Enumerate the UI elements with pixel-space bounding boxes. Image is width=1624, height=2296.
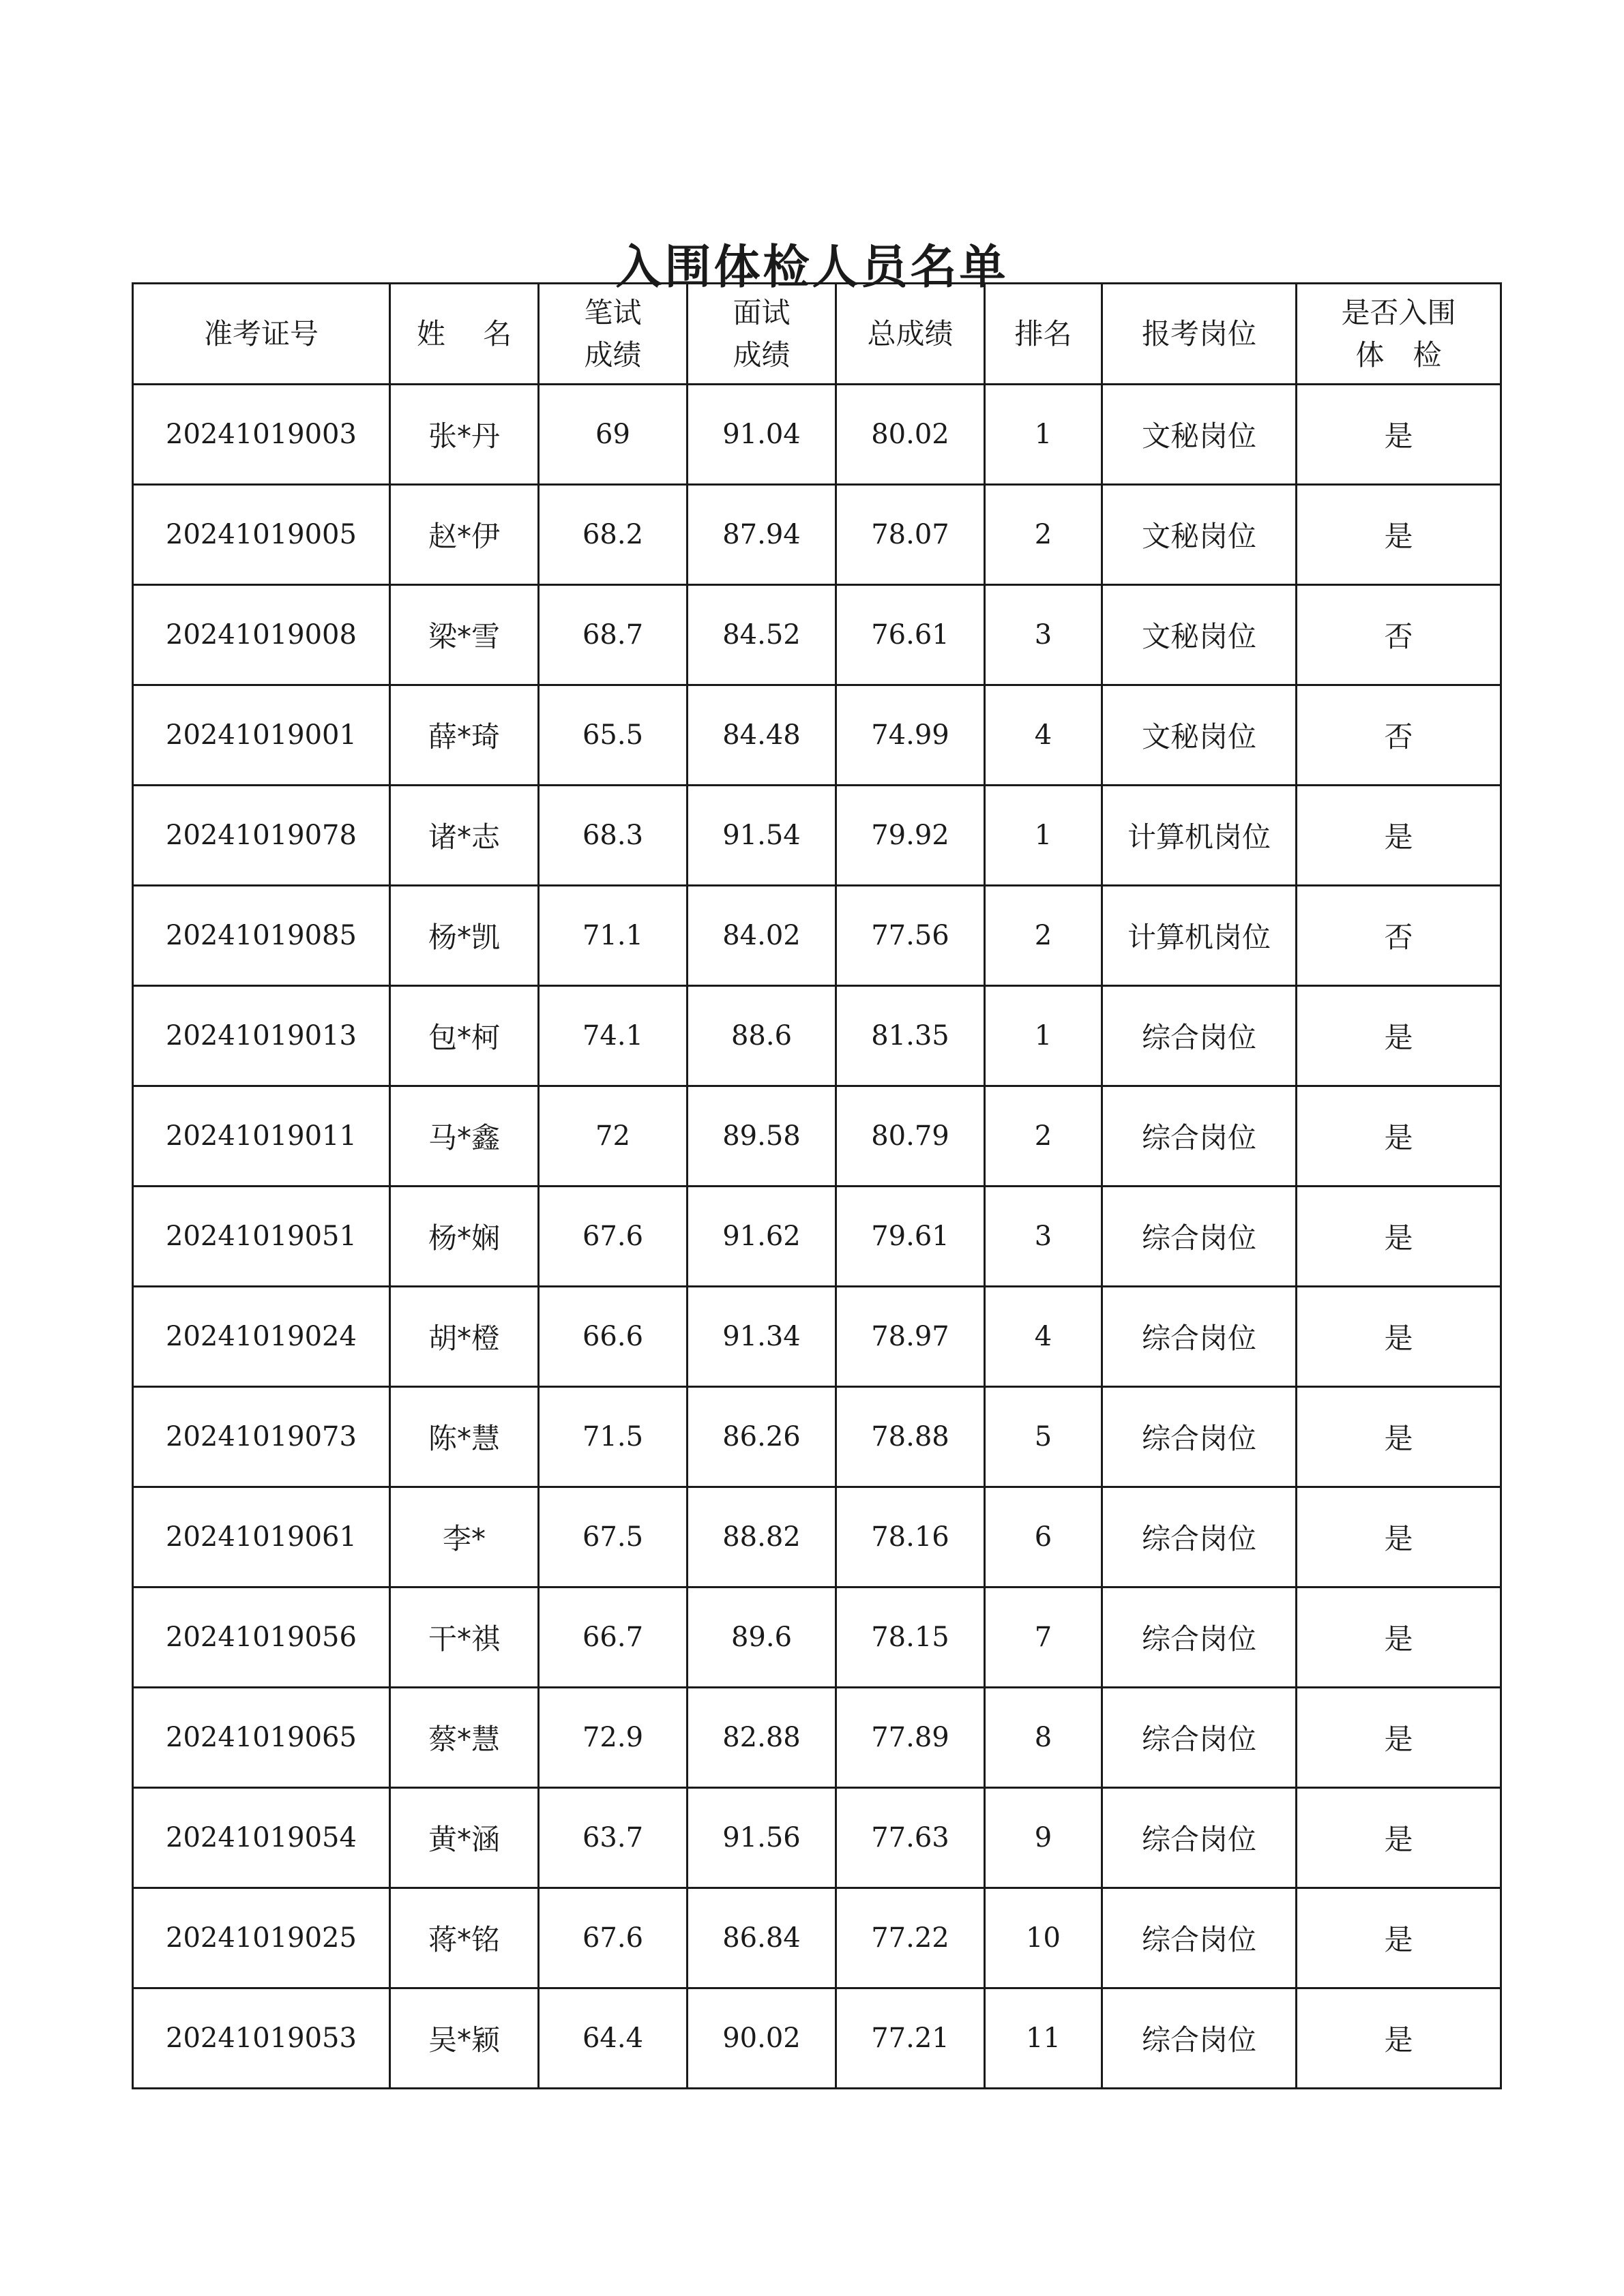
cell-physical-exam: 是	[1297, 1487, 1501, 1587]
cell-interview-score: 87.94	[688, 485, 836, 585]
header-row	[133, 284, 1501, 385]
cell-interview-score: 84.52	[688, 585, 836, 685]
cell-interview-score: 91.34	[688, 1287, 836, 1387]
cell-exam-id: 20241019008	[133, 585, 390, 685]
cell-name: 马*鑫	[390, 1086, 539, 1187]
cell-exam-id: 20241019078	[133, 786, 390, 886]
cell-name: 杨*凯	[390, 886, 539, 986]
cell-physical-exam: 是	[1297, 1187, 1501, 1287]
cell-total-score: 81.35	[836, 986, 985, 1086]
cell-name: 张*丹	[390, 385, 539, 485]
header-interview-line-2: 成绩	[733, 338, 791, 372]
cell-exam-id: 20241019065	[133, 1688, 390, 1788]
cell-position: 计算机岗位	[1102, 886, 1297, 986]
header-position: 报考岗位	[1102, 284, 1297, 385]
cell-rank: 1	[985, 786, 1102, 886]
table-body	[133, 385, 1501, 2089]
cell-interview-score: 91.54	[688, 786, 836, 886]
cell-position: 文秘岗位	[1102, 585, 1297, 685]
cell-exam-id: 20241019025	[133, 1888, 390, 1988]
cell-rank: 3	[985, 585, 1102, 685]
table-row	[133, 1187, 1501, 1287]
cell-written-score: 68.3	[539, 786, 688, 886]
cell-total-score: 78.97	[836, 1287, 985, 1387]
cell-total-score: 77.63	[836, 1788, 985, 1888]
cell-physical-exam: 是	[1297, 1587, 1501, 1688]
table-header	[133, 284, 1501, 385]
cell-name: 胡*橙	[390, 1287, 539, 1387]
cell-position: 综合岗位	[1102, 1487, 1297, 1587]
cell-interview-score: 84.02	[688, 886, 836, 986]
cell-interview-score: 86.84	[688, 1888, 836, 1988]
cell-interview-score: 88.82	[688, 1487, 836, 1587]
table-row	[133, 1086, 1501, 1187]
cell-physical-exam: 是	[1297, 1788, 1501, 1888]
cell-written-score: 71.5	[539, 1387, 688, 1487]
header-rank: 排名	[985, 284, 1102, 385]
cell-written-score: 64.4	[539, 1988, 688, 2089]
cell-interview-score: 90.02	[688, 1988, 836, 2089]
cell-written-score: 69	[539, 385, 688, 485]
cell-total-score: 78.16	[836, 1487, 985, 1587]
cell-position: 综合岗位	[1102, 1587, 1297, 1688]
cell-written-score: 67.5	[539, 1487, 688, 1587]
cell-total-score: 78.07	[836, 485, 985, 585]
table-row	[133, 685, 1501, 786]
cell-total-score: 79.61	[836, 1187, 985, 1287]
cell-written-score: 67.6	[539, 1888, 688, 1988]
header-physical-line-2: 体 检	[1355, 338, 1442, 372]
cell-name: 梁*雪	[390, 585, 539, 685]
header-written-score	[539, 284, 688, 385]
table-row	[133, 886, 1501, 986]
cell-position: 文秘岗位	[1102, 685, 1297, 786]
cell-rank: 11	[985, 1988, 1102, 2089]
cell-written-score: 72	[539, 1086, 688, 1187]
table-row	[133, 1888, 1501, 1988]
cell-name: 吴*颖	[390, 1988, 539, 2089]
cell-interview-score: 91.04	[688, 385, 836, 485]
cell-physical-exam: 否	[1297, 685, 1501, 786]
cell-interview-score: 89.58	[688, 1086, 836, 1187]
cell-physical-exam: 是	[1297, 1888, 1501, 1988]
cell-exam-id: 20241019011	[133, 1086, 390, 1187]
cell-position: 综合岗位	[1102, 1287, 1297, 1387]
cell-total-score: 77.56	[836, 886, 985, 986]
header-name-text: 姓 名	[416, 316, 512, 351]
cell-position: 综合岗位	[1102, 1888, 1297, 1988]
cell-written-score: 72.9	[539, 1688, 688, 1788]
cell-rank: 5	[985, 1387, 1102, 1487]
cell-rank: 2	[985, 1086, 1102, 1187]
header-physical-line-1: 是否入围	[1341, 295, 1456, 329]
cell-name: 包*柯	[390, 986, 539, 1086]
cell-position: 综合岗位	[1102, 1187, 1297, 1287]
cell-written-score: 67.6	[539, 1187, 688, 1287]
cell-interview-score: 91.62	[688, 1187, 836, 1287]
cell-written-score: 65.5	[539, 685, 688, 786]
cell-position: 综合岗位	[1102, 1688, 1297, 1788]
table-row	[133, 786, 1501, 886]
cell-total-score: 76.61	[836, 585, 985, 685]
cell-physical-exam: 是	[1297, 385, 1501, 485]
cell-rank: 1	[985, 986, 1102, 1086]
header-physical-exam	[1297, 284, 1501, 385]
cell-total-score: 77.22	[836, 1888, 985, 1988]
cell-total-score: 79.92	[836, 786, 985, 886]
cell-total-score: 80.02	[836, 385, 985, 485]
cell-name: 蔡*慧	[390, 1688, 539, 1788]
header-total-score: 总成绩	[836, 284, 985, 385]
table-row	[133, 1387, 1501, 1487]
cell-rank: 10	[985, 1888, 1102, 1988]
table-row	[133, 1988, 1501, 2089]
cell-physical-exam: 是	[1297, 1988, 1501, 2089]
header-exam-id: 准考证号	[133, 284, 390, 385]
cell-exam-id: 20241019056	[133, 1587, 390, 1688]
cell-position: 综合岗位	[1102, 986, 1297, 1086]
cell-exam-id: 20241019073	[133, 1387, 390, 1487]
header-interview-line-1: 面试	[733, 295, 791, 329]
cell-position: 综合岗位	[1102, 1988, 1297, 2089]
cell-name: 陈*慧	[390, 1387, 539, 1487]
cell-name: 干*祺	[390, 1587, 539, 1688]
cell-position: 综合岗位	[1102, 1788, 1297, 1888]
cell-physical-exam: 是	[1297, 1688, 1501, 1788]
cell-name: 赵*伊	[390, 485, 539, 585]
cell-rank: 2	[985, 485, 1102, 585]
cell-total-score: 77.21	[836, 1988, 985, 2089]
table-row	[133, 1587, 1501, 1688]
cell-interview-score: 91.56	[688, 1788, 836, 1888]
table-row	[133, 385, 1501, 485]
table-row	[133, 485, 1501, 585]
cell-exam-id: 20241019054	[133, 1788, 390, 1888]
cell-total-score: 74.99	[836, 685, 985, 786]
cell-written-score: 74.1	[539, 986, 688, 1086]
cell-position: 综合岗位	[1102, 1086, 1297, 1187]
cell-total-score: 78.15	[836, 1587, 985, 1688]
cell-position: 文秘岗位	[1102, 385, 1297, 485]
cell-rank: 6	[985, 1487, 1102, 1587]
cell-physical-exam: 是	[1297, 1387, 1501, 1487]
cell-name: 蒋*铭	[390, 1888, 539, 1988]
cell-name: 杨*娴	[390, 1187, 539, 1287]
table-row	[133, 1287, 1501, 1387]
cell-physical-exam: 是	[1297, 986, 1501, 1086]
cell-exam-id: 20241019024	[133, 1287, 390, 1387]
cell-physical-exam: 是	[1297, 1086, 1501, 1187]
page-title: 入围体检人员名单	[615, 239, 1009, 295]
cell-interview-score: 82.88	[688, 1688, 836, 1788]
cell-position: 文秘岗位	[1102, 485, 1297, 585]
candidate-table	[132, 282, 1502, 2089]
cell-exam-id: 20241019053	[133, 1988, 390, 2089]
cell-total-score: 78.88	[836, 1387, 985, 1487]
cell-rank: 8	[985, 1688, 1102, 1788]
cell-physical-exam: 否	[1297, 886, 1501, 986]
cell-physical-exam: 是	[1297, 485, 1501, 585]
cell-exam-id: 20241019001	[133, 685, 390, 786]
cell-interview-score: 86.26	[688, 1387, 836, 1487]
cell-exam-id: 20241019061	[133, 1487, 390, 1587]
header-written-line-2: 成绩	[584, 338, 642, 372]
cell-rank: 4	[985, 1287, 1102, 1387]
cell-interview-score: 88.6	[688, 986, 836, 1086]
table-row	[133, 1788, 1501, 1888]
header-interview-score	[688, 284, 836, 385]
cell-rank: 1	[985, 385, 1102, 485]
cell-written-score: 68.2	[539, 485, 688, 585]
cell-rank: 3	[985, 1187, 1102, 1287]
header-written-line-1: 笔试	[584, 295, 642, 329]
cell-written-score: 63.7	[539, 1788, 688, 1888]
cell-exam-id: 20241019085	[133, 886, 390, 986]
cell-physical-exam: 是	[1297, 786, 1501, 886]
cell-position: 计算机岗位	[1102, 786, 1297, 886]
cell-interview-score: 89.6	[688, 1587, 836, 1688]
cell-written-score: 68.7	[539, 585, 688, 685]
cell-name: 李*	[390, 1487, 539, 1587]
cell-exam-id: 20241019051	[133, 1187, 390, 1287]
cell-name: 薛*琦	[390, 685, 539, 786]
cell-name: 诸*志	[390, 786, 539, 886]
cell-name: 黄*涵	[390, 1788, 539, 1888]
cell-written-score: 66.7	[539, 1587, 688, 1688]
cell-exam-id: 20241019005	[133, 485, 390, 585]
cell-written-score: 71.1	[539, 886, 688, 986]
cell-position: 综合岗位	[1102, 1387, 1297, 1487]
cell-rank: 2	[985, 886, 1102, 986]
cell-exam-id: 20241019013	[133, 986, 390, 1086]
cell-physical-exam: 是	[1297, 1287, 1501, 1387]
cell-rank: 7	[985, 1587, 1102, 1688]
cell-interview-score: 84.48	[688, 685, 836, 786]
cell-total-score: 80.79	[836, 1086, 985, 1187]
cell-written-score: 66.6	[539, 1287, 688, 1387]
table-row	[133, 1688, 1501, 1788]
cell-exam-id: 20241019003	[133, 385, 390, 485]
cell-total-score: 77.89	[836, 1688, 985, 1788]
table-row	[133, 1487, 1501, 1587]
table-row	[133, 585, 1501, 685]
cell-rank: 9	[985, 1788, 1102, 1888]
table-row	[133, 986, 1501, 1086]
cell-physical-exam: 否	[1297, 585, 1501, 685]
header-name	[390, 284, 539, 385]
cell-rank: 4	[985, 685, 1102, 786]
